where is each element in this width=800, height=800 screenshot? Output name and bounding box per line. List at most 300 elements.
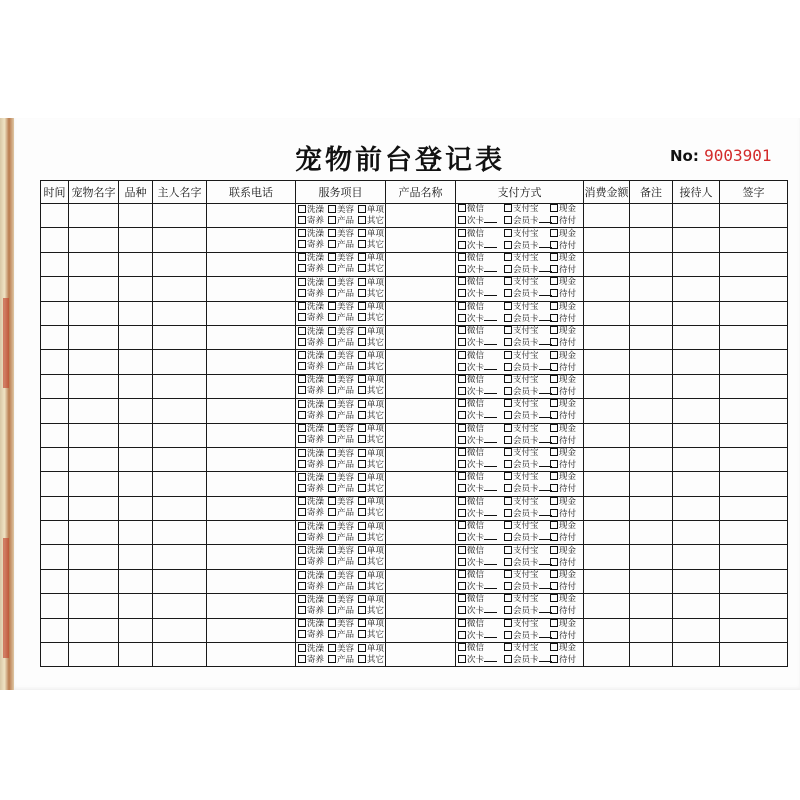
checkbox-icon[interactable] <box>298 582 306 590</box>
cell-receptionist[interactable] <box>673 618 720 642</box>
cell-phone[interactable] <box>207 301 296 325</box>
checkbox-icon[interactable] <box>298 264 306 272</box>
checkbox-icon[interactable] <box>504 521 512 529</box>
checkbox-icon[interactable] <box>298 362 306 370</box>
payment-option[interactable] <box>550 338 582 349</box>
checkbox-icon[interactable] <box>358 435 366 443</box>
checkbox-icon[interactable] <box>458 460 466 468</box>
cell-notes[interactable] <box>630 350 673 374</box>
cell-pet-name[interactable] <box>69 374 119 398</box>
cell-product-name[interactable] <box>386 521 456 545</box>
payment-option[interactable] <box>458 240 504 252</box>
service-option[interactable] <box>358 571 388 582</box>
fill-line[interactable] <box>484 508 497 516</box>
cell-amount[interactable] <box>584 521 630 545</box>
checkbox-icon[interactable] <box>358 289 366 297</box>
service-option[interactable] <box>328 216 358 227</box>
payment-option[interactable] <box>550 558 582 569</box>
checkbox-icon[interactable] <box>358 216 366 224</box>
payment-option[interactable] <box>504 654 550 666</box>
checkbox-icon[interactable] <box>298 424 306 432</box>
service-option[interactable] <box>298 229 328 240</box>
checkbox-icon[interactable] <box>358 644 366 652</box>
checkbox-icon[interactable] <box>550 241 558 249</box>
checkbox-icon[interactable] <box>358 619 366 627</box>
payment-option[interactable] <box>458 204 504 215</box>
cell-phone[interactable] <box>207 374 296 398</box>
checkbox-icon[interactable] <box>504 253 512 261</box>
cell-signature[interactable] <box>720 252 788 276</box>
service-option[interactable] <box>328 435 358 446</box>
service-option[interactable] <box>328 595 358 606</box>
cell-amount[interactable] <box>584 472 630 496</box>
cell-time[interactable] <box>41 228 69 252</box>
cell-time[interactable] <box>41 399 69 423</box>
checkbox-icon[interactable] <box>298 400 306 408</box>
service-option[interactable] <box>298 351 328 362</box>
payment-option[interactable] <box>504 362 550 374</box>
checkbox-icon[interactable] <box>358 375 366 383</box>
service-option[interactable] <box>328 386 358 397</box>
checkbox-icon[interactable] <box>458 241 466 249</box>
service-option[interactable] <box>328 606 358 617</box>
checkbox-icon[interactable] <box>358 386 366 394</box>
payment-option[interactable] <box>504 302 550 313</box>
checkbox-icon[interactable] <box>358 338 366 346</box>
payment-option[interactable] <box>550 411 582 422</box>
cell-breed[interactable] <box>119 228 153 252</box>
checkbox-icon[interactable] <box>550 546 558 554</box>
cell-time[interactable] <box>41 521 69 545</box>
payment-option[interactable] <box>458 435 504 447</box>
cell-breed[interactable] <box>119 618 153 642</box>
service-option[interactable] <box>328 400 358 411</box>
service-option[interactable] <box>328 571 358 582</box>
cell-product-name[interactable] <box>386 374 456 398</box>
checkbox-icon[interactable] <box>550 265 558 273</box>
fill-line[interactable] <box>484 483 497 491</box>
checkbox-icon[interactable] <box>298 473 306 481</box>
checkbox-icon[interactable] <box>298 302 306 310</box>
cell-notes[interactable] <box>630 423 673 447</box>
checkbox-icon[interactable] <box>328 460 336 468</box>
fill-line[interactable] <box>484 386 497 394</box>
cell-pet-name[interactable] <box>69 228 119 252</box>
cell-notes[interactable] <box>630 447 673 471</box>
checkbox-icon[interactable] <box>458 253 466 261</box>
cell-owner-name[interactable] <box>153 350 207 374</box>
service-option[interactable] <box>298 327 328 338</box>
payment-option[interactable] <box>550 399 582 410</box>
checkbox-icon[interactable] <box>328 595 336 603</box>
cell-product-name[interactable] <box>386 594 456 618</box>
checkbox-icon[interactable] <box>550 351 558 359</box>
checkbox-icon[interactable] <box>458 643 466 651</box>
payment-option[interactable] <box>550 424 582 435</box>
cell-receptionist[interactable] <box>673 277 720 301</box>
checkbox-icon[interactable] <box>504 424 512 432</box>
cell-pet-name[interactable] <box>69 277 119 301</box>
checkbox-icon[interactable] <box>328 205 336 213</box>
checkbox-icon[interactable] <box>550 387 558 395</box>
cell-amount[interactable] <box>584 301 630 325</box>
payment-option[interactable] <box>550 497 582 508</box>
cell-notes[interactable] <box>630 472 673 496</box>
checkbox-icon[interactable] <box>328 216 336 224</box>
payment-option[interactable] <box>504 605 550 617</box>
cell-phone[interactable] <box>207 350 296 374</box>
payment-option[interactable] <box>504 264 550 276</box>
cell-owner-name[interactable] <box>153 399 207 423</box>
checkbox-icon[interactable] <box>458 570 466 578</box>
service-option[interactable] <box>328 253 358 264</box>
checkbox-icon[interactable] <box>328 351 336 359</box>
checkbox-icon[interactable] <box>458 594 466 602</box>
payment-option[interactable] <box>458 472 504 483</box>
checkbox-icon[interactable] <box>504 631 512 639</box>
cell-notes[interactable] <box>630 545 673 569</box>
checkbox-icon[interactable] <box>504 509 512 517</box>
checkbox-icon[interactable] <box>550 594 558 602</box>
checkbox-icon[interactable] <box>328 655 336 663</box>
cell-time[interactable] <box>41 496 69 520</box>
payment-option[interactable] <box>458 386 504 398</box>
payment-option[interactable] <box>504 204 550 215</box>
service-option[interactable] <box>358 400 388 411</box>
service-option[interactable] <box>358 655 388 666</box>
payment-option[interactable] <box>458 546 504 557</box>
checkbox-icon[interactable] <box>298 533 306 541</box>
payment-option[interactable] <box>458 337 504 349</box>
cell-amount[interactable] <box>584 325 630 349</box>
cell-signature[interactable] <box>720 545 788 569</box>
cell-notes[interactable] <box>630 496 673 520</box>
cell-breed[interactable] <box>119 301 153 325</box>
payment-option[interactable] <box>504 643 550 654</box>
cell-product-name[interactable] <box>386 399 456 423</box>
payment-option[interactable] <box>458 643 504 654</box>
payment-option[interactable] <box>458 253 504 264</box>
checkbox-icon[interactable] <box>358 449 366 457</box>
payment-option[interactable] <box>458 215 504 227</box>
cell-time[interactable] <box>41 447 69 471</box>
payment-option[interactable] <box>458 302 504 313</box>
payment-option[interactable] <box>550 448 582 459</box>
checkbox-icon[interactable] <box>550 582 558 590</box>
service-option[interactable] <box>298 473 328 484</box>
cell-time[interactable] <box>41 594 69 618</box>
cell-notes[interactable] <box>630 374 673 398</box>
checkbox-icon[interactable] <box>458 521 466 529</box>
checkbox-icon[interactable] <box>550 558 558 566</box>
checkbox-icon[interactable] <box>458 497 466 505</box>
cell-notes[interactable] <box>630 325 673 349</box>
cell-signature[interactable] <box>720 472 788 496</box>
service-option[interactable] <box>358 630 388 641</box>
fill-line[interactable] <box>484 435 497 443</box>
payment-option[interactable] <box>504 288 550 300</box>
fill-line[interactable] <box>484 240 497 248</box>
checkbox-icon[interactable] <box>550 460 558 468</box>
checkbox-icon[interactable] <box>550 606 558 614</box>
cell-amount[interactable] <box>584 618 630 642</box>
cell-product-name[interactable] <box>386 643 456 667</box>
checkbox-icon[interactable] <box>550 424 558 432</box>
checkbox-icon[interactable] <box>504 277 512 285</box>
cell-time[interactable] <box>41 618 69 642</box>
checkbox-icon[interactable] <box>550 570 558 578</box>
cell-time[interactable] <box>41 277 69 301</box>
cell-amount[interactable] <box>584 374 630 398</box>
payment-option[interactable] <box>458 605 504 617</box>
cell-pet-name[interactable] <box>69 643 119 667</box>
cell-time[interactable] <box>41 643 69 667</box>
checkbox-icon[interactable] <box>298 497 306 505</box>
cell-amount[interactable] <box>584 545 630 569</box>
checkbox-icon[interactable] <box>458 484 466 492</box>
payment-option[interactable] <box>550 643 582 654</box>
payment-option[interactable] <box>458 570 504 581</box>
checkbox-icon[interactable] <box>550 619 558 627</box>
cell-phone[interactable] <box>207 399 296 423</box>
checkbox-icon[interactable] <box>328 362 336 370</box>
cell-owner-name[interactable] <box>153 301 207 325</box>
checkbox-icon[interactable] <box>358 557 366 565</box>
checkbox-icon[interactable] <box>458 619 466 627</box>
cell-pet-name[interactable] <box>69 472 119 496</box>
cell-breed[interactable] <box>119 277 153 301</box>
checkbox-icon[interactable] <box>298 289 306 297</box>
checkbox-icon[interactable] <box>504 606 512 614</box>
checkbox-icon[interactable] <box>298 606 306 614</box>
checkbox-icon[interactable] <box>550 521 558 529</box>
payment-option[interactable] <box>550 546 582 557</box>
payment-option[interactable] <box>504 594 550 605</box>
payment-option[interactable] <box>458 264 504 276</box>
checkbox-icon[interactable] <box>504 411 512 419</box>
service-option[interactable] <box>298 655 328 666</box>
cell-phone[interactable] <box>207 521 296 545</box>
cell-breed[interactable] <box>119 594 153 618</box>
checkbox-icon[interactable] <box>328 484 336 492</box>
checkbox-icon[interactable] <box>458 314 466 322</box>
checkbox-icon[interactable] <box>328 644 336 652</box>
checkbox-icon[interactable] <box>504 363 512 371</box>
cell-pet-name[interactable] <box>69 252 119 276</box>
cell-breed[interactable] <box>119 447 153 471</box>
checkbox-icon[interactable] <box>358 522 366 530</box>
checkbox-icon[interactable] <box>328 278 336 286</box>
cell-receptionist[interactable] <box>673 643 720 667</box>
fill-line[interactable] <box>484 459 497 467</box>
checkbox-icon[interactable] <box>504 558 512 566</box>
checkbox-icon[interactable] <box>358 253 366 261</box>
checkbox-icon[interactable] <box>550 509 558 517</box>
cell-owner-name[interactable] <box>153 521 207 545</box>
checkbox-icon[interactable] <box>358 400 366 408</box>
cell-phone[interactable] <box>207 472 296 496</box>
service-option[interactable] <box>298 313 328 324</box>
fill-line[interactable] <box>484 605 497 613</box>
service-option[interactable] <box>358 302 388 313</box>
payment-option[interactable] <box>550 521 582 532</box>
checkbox-icon[interactable] <box>458 363 466 371</box>
checkbox-icon[interactable] <box>504 375 512 383</box>
payment-option[interactable] <box>504 570 550 581</box>
service-option[interactable] <box>298 253 328 264</box>
payment-option[interactable] <box>458 410 504 422</box>
checkbox-icon[interactable] <box>298 327 306 335</box>
service-option[interactable] <box>358 424 388 435</box>
service-option[interactable] <box>298 449 328 460</box>
service-option[interactable] <box>328 375 358 386</box>
service-option[interactable] <box>298 424 328 435</box>
checkbox-icon[interactable] <box>504 436 512 444</box>
payment-option[interactable] <box>504 351 550 362</box>
checkbox-icon[interactable] <box>504 533 512 541</box>
checkbox-icon[interactable] <box>298 630 306 638</box>
cell-time[interactable] <box>41 252 69 276</box>
cell-pet-name[interactable] <box>69 350 119 374</box>
checkbox-icon[interactable] <box>298 484 306 492</box>
cell-receptionist[interactable] <box>673 325 720 349</box>
checkbox-icon[interactable] <box>328 411 336 419</box>
service-option[interactable] <box>328 484 358 495</box>
payment-option[interactable] <box>458 581 504 593</box>
checkbox-icon[interactable] <box>550 338 558 346</box>
cell-product-name[interactable] <box>386 277 456 301</box>
checkbox-icon[interactable] <box>328 313 336 321</box>
service-option[interactable] <box>298 508 328 519</box>
cell-receptionist[interactable] <box>673 496 720 520</box>
checkbox-icon[interactable] <box>328 508 336 516</box>
service-option[interactable] <box>328 460 358 471</box>
checkbox-icon[interactable] <box>458 509 466 517</box>
fill-line[interactable] <box>484 654 497 662</box>
checkbox-icon[interactable] <box>458 472 466 480</box>
payment-option[interactable] <box>458 619 504 630</box>
cell-amount[interactable] <box>584 204 630 228</box>
checkbox-icon[interactable] <box>550 436 558 444</box>
service-option[interactable] <box>358 253 388 264</box>
checkbox-icon[interactable] <box>298 522 306 530</box>
service-option[interactable] <box>358 557 388 568</box>
service-option[interactable] <box>298 484 328 495</box>
checkbox-icon[interactable] <box>458 631 466 639</box>
service-option[interactable] <box>358 582 388 593</box>
payment-option[interactable] <box>550 631 582 642</box>
checkbox-icon[interactable] <box>298 508 306 516</box>
payment-option[interactable] <box>504 472 550 483</box>
checkbox-icon[interactable] <box>298 375 306 383</box>
fill-line[interactable] <box>484 630 497 638</box>
payment-option[interactable] <box>458 288 504 300</box>
checkbox-icon[interactable] <box>328 435 336 443</box>
cell-receptionist[interactable] <box>673 204 720 228</box>
cell-receptionist[interactable] <box>673 447 720 471</box>
checkbox-icon[interactable] <box>504 314 512 322</box>
checkbox-icon[interactable] <box>458 533 466 541</box>
checkbox-icon[interactable] <box>504 448 512 456</box>
checkbox-icon[interactable] <box>458 606 466 614</box>
cell-phone[interactable] <box>207 447 296 471</box>
payment-option[interactable] <box>550 229 582 240</box>
checkbox-icon[interactable] <box>458 558 466 566</box>
cell-phone[interactable] <box>207 643 296 667</box>
cell-notes[interactable] <box>630 204 673 228</box>
cell-signature[interactable] <box>720 204 788 228</box>
checkbox-icon[interactable] <box>328 229 336 237</box>
checkbox-icon[interactable] <box>328 630 336 638</box>
cell-time[interactable] <box>41 374 69 398</box>
cell-amount[interactable] <box>584 228 630 252</box>
checkbox-icon[interactable] <box>550 472 558 480</box>
payment-option[interactable] <box>458 362 504 374</box>
service-option[interactable] <box>298 497 328 508</box>
cell-pet-name[interactable] <box>69 569 119 593</box>
payment-option[interactable] <box>504 483 550 495</box>
checkbox-icon[interactable] <box>328 546 336 554</box>
payment-option[interactable] <box>550 460 582 471</box>
checkbox-icon[interactable] <box>358 655 366 663</box>
payment-option[interactable] <box>504 532 550 544</box>
checkbox-icon[interactable] <box>328 253 336 261</box>
checkbox-icon[interactable] <box>298 278 306 286</box>
cell-notes[interactable] <box>630 252 673 276</box>
checkbox-icon[interactable] <box>504 460 512 468</box>
checkbox-icon[interactable] <box>328 400 336 408</box>
payment-option[interactable] <box>550 387 582 398</box>
payment-option[interactable] <box>504 277 550 288</box>
cell-notes[interactable] <box>630 301 673 325</box>
payment-option[interactable] <box>550 314 582 325</box>
payment-option[interactable] <box>458 654 504 666</box>
cell-receptionist[interactable] <box>673 472 720 496</box>
payment-option[interactable] <box>504 240 550 252</box>
checkbox-icon[interactable] <box>458 436 466 444</box>
checkbox-icon[interactable] <box>298 619 306 627</box>
checkbox-icon[interactable] <box>328 449 336 457</box>
cell-time[interactable] <box>41 301 69 325</box>
checkbox-icon[interactable] <box>550 375 558 383</box>
payment-option[interactable] <box>550 363 582 374</box>
cell-signature[interactable] <box>720 228 788 252</box>
service-option[interactable] <box>328 630 358 641</box>
payment-option[interactable] <box>458 594 504 605</box>
checkbox-icon[interactable] <box>504 399 512 407</box>
checkbox-icon[interactable] <box>550 216 558 224</box>
checkbox-icon[interactable] <box>550 448 558 456</box>
payment-option[interactable] <box>504 424 550 435</box>
service-option[interactable] <box>358 229 388 240</box>
payment-option[interactable] <box>550 509 582 520</box>
payment-option[interactable] <box>458 229 504 240</box>
checkbox-icon[interactable] <box>458 338 466 346</box>
checkbox-icon[interactable] <box>358 240 366 248</box>
checkbox-icon[interactable] <box>298 205 306 213</box>
payment-option[interactable] <box>504 253 550 264</box>
checkbox-icon[interactable] <box>298 240 306 248</box>
cell-breed[interactable] <box>119 204 153 228</box>
service-option[interactable] <box>328 327 358 338</box>
cell-breed[interactable] <box>119 643 153 667</box>
checkbox-icon[interactable] <box>504 216 512 224</box>
checkbox-icon[interactable] <box>504 497 512 505</box>
checkbox-icon[interactable] <box>550 289 558 297</box>
cell-product-name[interactable] <box>386 618 456 642</box>
service-option[interactable] <box>358 411 388 422</box>
cell-breed[interactable] <box>119 545 153 569</box>
